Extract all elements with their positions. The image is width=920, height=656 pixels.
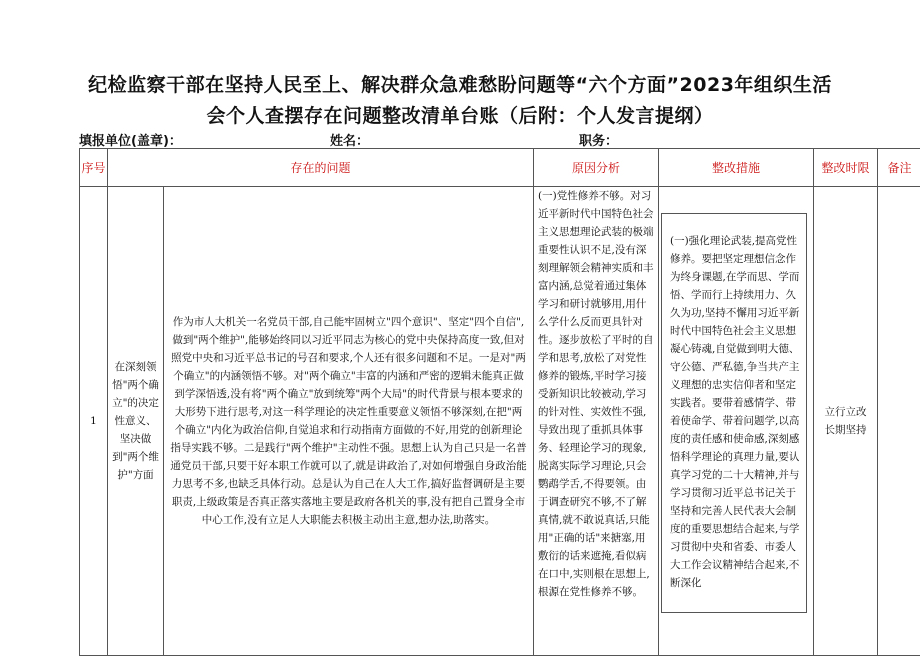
header-deadline: 整改时限 bbox=[814, 149, 878, 187]
name-label: 姓名： bbox=[330, 130, 369, 149]
row-measure: (一)强化理论武装,提高党性修养。要把坚定理想信念作为终身课题,在学而思、学而悟、学而行上持续用力、久久为功,坚持不懈用习近平新时代中国特色社会主义思想凝心铸魂,自觉做到明大德、守公德、严私德,争当共产主义理想的忠实信仰者和坚定实践者。要带着感情学、带着使命学、带着问题学,以高度的责任感和使命感,深刻感悟科学理论的真理力量,要认真学习党的二十大精神,并与学习贯彻习近平总书记关于坚持和完善人民代表大会制度的重要思想结合起来,与学习贯彻中央和省委、市委人大工作会议精神结合起来,不断深化 bbox=[661, 213, 807, 613]
header-reason: 原因分析 bbox=[534, 149, 659, 187]
header-measure: 整改措施 bbox=[659, 149, 814, 187]
header-problem: 存在的问题 bbox=[108, 149, 534, 187]
row-measure-cell bbox=[659, 187, 814, 656]
row-problem: 作为市人大机关一名党员干部,自己能牢固树立"四个意识"、坚定"四个自信",做到"两个维护",能够始终同以习近平同志为核心的党中央保持高度一致,但对照党中央和习近平总书记的号召和要求,个人还有很多问题和不足。一是对"两个确立"的内涵领悟不够。对"两个确立"丰富的内涵和严密的逻辑未能真正做到学深悟透,没有将"两个确立"放到统筹"两个大局"的时代背景与根本要求的大形势下进行思考,对这一科学理论的决定性重要意义领悟不够深刻,在把"两个确立"内化为政治信仰,自觉追求和行动指南方面做的不好,用党的创新理论指导实践不够。二是践行"两个维护"主动性不强。思想上认为自己只是一名普通党员干部,只要干好本职工作就可以了,就是讲政治了,对如何增强自身政治能力思考不多,也缺乏具体行动。总是认为自己在人大工作,搞好监督调研是主要职责,上级政策是否真正落实落地主要是政府各机关的事,没有把自己置身全市中心工作,没有立足人大职能去积极主动出主意,想办法,助落实。 bbox=[164, 187, 534, 656]
rectification-table bbox=[79, 148, 920, 656]
header-note: 备注 bbox=[878, 149, 920, 187]
row-deadline: 立行立改长期坚持 bbox=[814, 187, 878, 656]
row-aspect: 在深刻领悟"两个确立"的决定性意义、坚决做到"两个维护"方面 bbox=[108, 187, 164, 656]
row-note bbox=[878, 187, 920, 656]
unit-label: 填报单位(盖章)： bbox=[79, 130, 182, 149]
row-seq: 1 bbox=[80, 187, 108, 656]
position-label: 职务： bbox=[579, 130, 618, 149]
document-title-line2: 会个人查摆存在问题整改清单台账（后附：个人发言提纲） bbox=[0, 101, 920, 128]
header-row bbox=[80, 149, 920, 187]
row-reason: (一)党性修养不够。对习近平新时代中国特色社会主义思想理论武装的极端重要性认识不足,没有深刻理解领会精神实质和丰富内涵,总觉着通过集体学习和研讨就够用,用什么学什么反而更具针对性。逐步放松了平时的自学和思考,放松了对党性修养的锻炼,平时学习接受新知识比较被动,学习的针对性、实效性不强,导致出现了重抓具体事务、轻理论学习的现象,脱离实际学习理论,只会鹦鹉学舌,不得要领。由于调查研究不够,不了解真情,就不敢说真话,只能用"正确的话"来搪塞,用敷衍的话来遮掩,看似病在口中,实则根在思想上,根源在党性修养不够。 bbox=[534, 187, 659, 656]
header-seq: 序号 bbox=[80, 149, 108, 187]
table-row bbox=[80, 187, 920, 656]
document-title-line1: 纪检监察干部在坚持人民至上、解决群众急难愁盼问题等“六个方面”2023年组织生活 bbox=[0, 70, 920, 97]
